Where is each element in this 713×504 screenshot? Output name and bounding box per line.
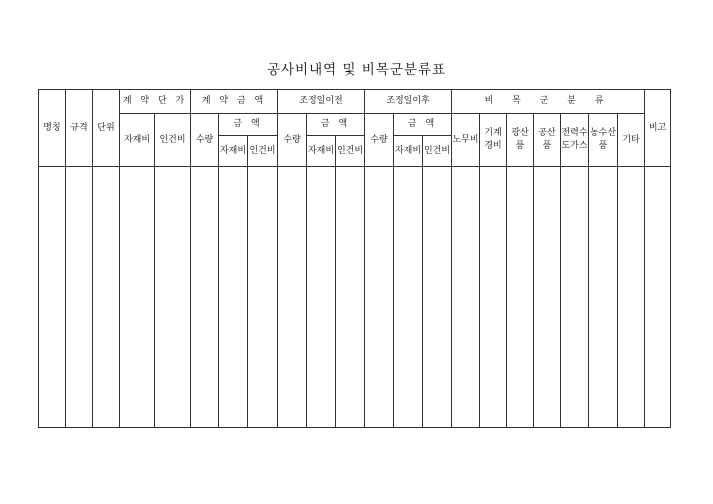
header-before-quantity: 수량 — [278, 114, 307, 167]
header-contract-amount-group: 금 액 — [219, 114, 278, 136]
header-unit: 단위 — [93, 90, 120, 167]
empty-cell — [534, 167, 561, 428]
empty-cell — [39, 167, 66, 428]
table-row — [39, 167, 671, 428]
header-other: 기타 — [618, 114, 645, 167]
empty-cell — [589, 167, 618, 428]
empty-cell — [191, 167, 219, 428]
empty-cell — [66, 167, 93, 428]
empty-cell — [155, 167, 191, 428]
empty-cell — [336, 167, 365, 428]
header-contract-labor: 인건비 — [248, 136, 278, 167]
header-unit-price-labor: 인건비 — [155, 114, 191, 167]
page-title: 공사비내역 및 비목군분류표 — [266, 62, 447, 78]
header-after-labor: 인건비 — [423, 136, 452, 167]
empty-cell — [278, 167, 307, 428]
empty-cell — [618, 167, 645, 428]
header-before-material: 자재비 — [307, 136, 336, 167]
header-industrial: 공산품 — [534, 114, 561, 167]
empty-cell — [394, 167, 423, 428]
empty-cell — [307, 167, 336, 428]
header-unit-price-material: 자재비 — [120, 114, 155, 167]
header-before-amount-group: 금 액 — [307, 114, 365, 136]
header-mining: 광산품 — [507, 114, 534, 167]
empty-cell — [219, 167, 248, 428]
header-contract-amount: 계 약 금 액 — [191, 90, 278, 114]
header-after-adjustment: 조정일이후 — [365, 90, 452, 114]
empty-cell — [480, 167, 507, 428]
header-before-labor: 인건비 — [336, 136, 365, 167]
header-remarks: 비고 — [645, 90, 671, 167]
header-before-adjustment: 조정일이전 — [278, 90, 365, 114]
header-cost-group: 비 목 군 분 류 — [452, 90, 645, 114]
header-name: 명칭 — [39, 90, 66, 167]
empty-cell — [365, 167, 394, 428]
header-after-material: 자재비 — [394, 136, 423, 167]
empty-cell — [645, 167, 671, 428]
header-after-quantity: 수량 — [365, 114, 394, 167]
empty-cell — [423, 167, 452, 428]
empty-cell — [507, 167, 534, 428]
empty-cell — [248, 167, 278, 428]
empty-cell — [93, 167, 120, 428]
empty-cell — [561, 167, 589, 428]
header-utilities: 전력수도가스 — [561, 114, 589, 167]
header-machinery: 기계경비 — [480, 114, 507, 167]
empty-cell — [452, 167, 480, 428]
header-after-amount-group: 금 액 — [394, 114, 452, 136]
header-agri-marine: 농수산품 — [589, 114, 618, 167]
header-contract-unit-price: 계 약 단 가 — [120, 90, 191, 114]
header-spec: 규격 — [66, 90, 93, 167]
header-contract-quantity: 수량 — [191, 114, 219, 167]
empty-cell — [120, 167, 155, 428]
header-contract-material: 자재비 — [219, 136, 248, 167]
cost-breakdown-table — [38, 89, 671, 428]
header-labor-cost: 노무비 — [452, 114, 480, 167]
